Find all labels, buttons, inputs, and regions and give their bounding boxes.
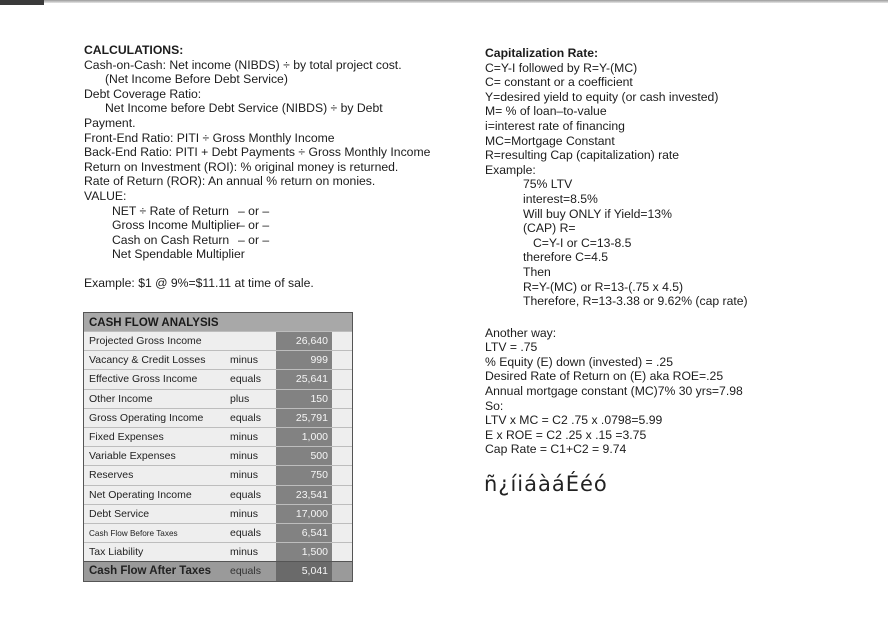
example-calc-c: C=Y-I or C=13-8.5 (533, 235, 632, 250)
total-operator: equals (230, 565, 261, 578)
row-label: Gross Operating Income (89, 411, 204, 424)
another-c2-roe: E x ROE = C2 .25 x .15 =3.75 (485, 427, 647, 442)
table-row (84, 427, 352, 446)
row-value: 750 (276, 466, 332, 484)
row-label: Debt Service (89, 507, 150, 520)
nibds-definition: (Net Income Before Debt Service) (105, 72, 288, 87)
definition-y: Y=desired yield to equity (or cash invested) (485, 89, 719, 104)
table-row (84, 331, 352, 350)
cash-flow-title: CASH FLOW ANALYSIS (84, 313, 352, 331)
value-item-name: NET ÷ Rate of Return (112, 203, 229, 218)
example-label: Example: (485, 162, 536, 177)
definition-m: M= % of loan–to-value (485, 104, 607, 119)
row-value: 1,000 (276, 428, 332, 446)
table-row (84, 465, 352, 484)
row-operator: plus (230, 392, 250, 405)
table-row (84, 389, 352, 408)
row-label: Variable Expenses (89, 450, 176, 463)
example-cap-r: (CAP) R= (523, 221, 576, 236)
row-value: 999 (276, 351, 332, 369)
cash-flow-table (83, 312, 353, 582)
row-label: Cash Flow Before Taxes (89, 528, 178, 538)
row-value: 23,541 (276, 486, 332, 504)
table-row (84, 542, 352, 561)
example-calc-r: R=Y-(MC) or R=13-(.75 x 4.5) (523, 279, 684, 294)
row-value: 150 (276, 390, 332, 408)
back-end-ratio: Back-End Ratio: PITI + Debt Payments ÷ Gross Monthly Income (84, 145, 431, 160)
another-equity: % Equity (E) down (invested) = .25 (485, 354, 673, 369)
front-end-ratio: Front-End Ratio: PITI ÷ Gross Monthly Income (84, 130, 335, 145)
value-example: Example: $1 @ 9%=$11.11 at time of sale. (84, 275, 314, 290)
row-operator: minus (230, 430, 259, 443)
cash-on-cash-line: Cash-on-Cash: Net income (NIBDS) ÷ by total project cost. (84, 57, 402, 72)
another-cap-rate: Cap Rate = C1+C2 = 9.74 (485, 442, 627, 457)
another-c2-ltv: LTV x MC = C2 .75 x .0798=5.99 (485, 413, 663, 428)
row-value: 17,000 (276, 505, 332, 523)
row-operator: equals (230, 488, 261, 501)
table-row (84, 485, 352, 504)
value-item (84, 204, 464, 219)
row-value: 26,640 (276, 332, 332, 350)
spacer (84, 262, 464, 276)
row-operator: equals (230, 411, 261, 424)
row-operator: minus (230, 450, 259, 463)
table-row (84, 408, 352, 427)
row-operator: equals (230, 526, 261, 539)
definition-r: R=resulting Cap (capitalization) rate (485, 148, 680, 163)
table-row (84, 350, 352, 369)
table-row (84, 504, 352, 523)
another-mc: Annual mortgage constant (MC)7% 30 yrs=7.98 (485, 384, 743, 399)
row-value: 500 (276, 447, 332, 465)
row-label: Reserves (89, 469, 134, 482)
another-roe: Desired Rate of Return on (E) aka ROE=.25 (485, 369, 724, 384)
value-item (84, 218, 464, 233)
calculations-section (84, 43, 464, 291)
value-item-name: Gross Income Multiplier (112, 218, 241, 233)
row-label: Fixed Expenses (89, 430, 164, 443)
row-operator: minus (230, 354, 259, 367)
debt-coverage-label: Debt Coverage Ratio: (84, 86, 202, 101)
total-row (84, 561, 352, 581)
value-item-suffix: – or – (238, 203, 270, 218)
cap-rate-section (485, 46, 875, 457)
debt-coverage-formula: Net Income before Debt Service (NIBDS) ÷ by Debt (105, 101, 383, 116)
row-label: Tax Liability (89, 546, 144, 559)
definition-mc: MC=Mortgage Constant (485, 133, 615, 148)
row-value: 25,791 (276, 409, 332, 427)
another-way-label: Another way: (485, 325, 557, 340)
total-label: Cash Flow After Taxes (89, 565, 212, 578)
value-item (84, 247, 464, 262)
ror-line: Rate of Return (ROR): An annual % return on monies. (84, 174, 376, 189)
value-item-suffix: – or – (238, 232, 270, 247)
table-row (84, 369, 352, 388)
row-value: 25,641 (276, 370, 332, 388)
scan-corner-mark (0, 0, 44, 5)
roi-line: Return on Investment (ROI): % original money is returned. (84, 159, 399, 174)
example-yield: Will buy ONLY if Yield=13% (523, 206, 672, 221)
example-interest: interest=8.5% (523, 191, 598, 206)
debt-coverage-formula-end: Payment. (84, 115, 136, 130)
calculations-heading: CALCULATIONS: (84, 43, 184, 57)
row-operator: minus (230, 469, 259, 482)
table-row (84, 523, 352, 542)
example-result: Therefore, R=13-3.38 or 9.62% (cap rate) (523, 294, 748, 309)
example-therefore-c: therefore C=4.5 (523, 250, 609, 265)
value-label: VALUE: (84, 188, 127, 203)
row-label: Projected Gross Income (89, 335, 202, 347)
row-value: 1,500 (276, 543, 332, 561)
cap-formula: C=Y-I followed by R=Y-(MC) (485, 60, 638, 75)
spacer (485, 309, 875, 326)
value-item-suffix: – or – (238, 218, 270, 233)
definition-i: i=interest rate of financing (485, 118, 625, 133)
row-operator: minus (230, 507, 259, 520)
row-operator: minus (230, 546, 259, 559)
row-operator: equals (230, 373, 261, 386)
another-so: So: (485, 398, 504, 413)
value-item (84, 233, 464, 248)
cap-rate-heading: Capitalization Rate: (485, 46, 599, 60)
example-ltv: 75% LTV (523, 177, 573, 192)
definition-c: C= constant or a coefficient (485, 75, 633, 90)
value-item-name: Cash on Cash Return (112, 232, 230, 247)
table-row (84, 446, 352, 465)
row-label: Other Income (89, 392, 153, 405)
row-label: Effective Gross Income (89, 373, 198, 386)
scan-top-edge (0, 0, 888, 3)
example-then: Then (523, 264, 551, 279)
row-label: Net Operating Income (89, 488, 192, 501)
special-characters: ñ¿íiáàáÉéó (484, 472, 608, 496)
another-ltv: LTV = .75 (485, 340, 538, 355)
row-value: 6,541 (276, 524, 332, 542)
total-value: 5,041 (276, 562, 332, 581)
value-item-name: Net Spendable Multiplier (112, 247, 245, 262)
row-label: Vacancy & Credit Losses (89, 354, 206, 367)
